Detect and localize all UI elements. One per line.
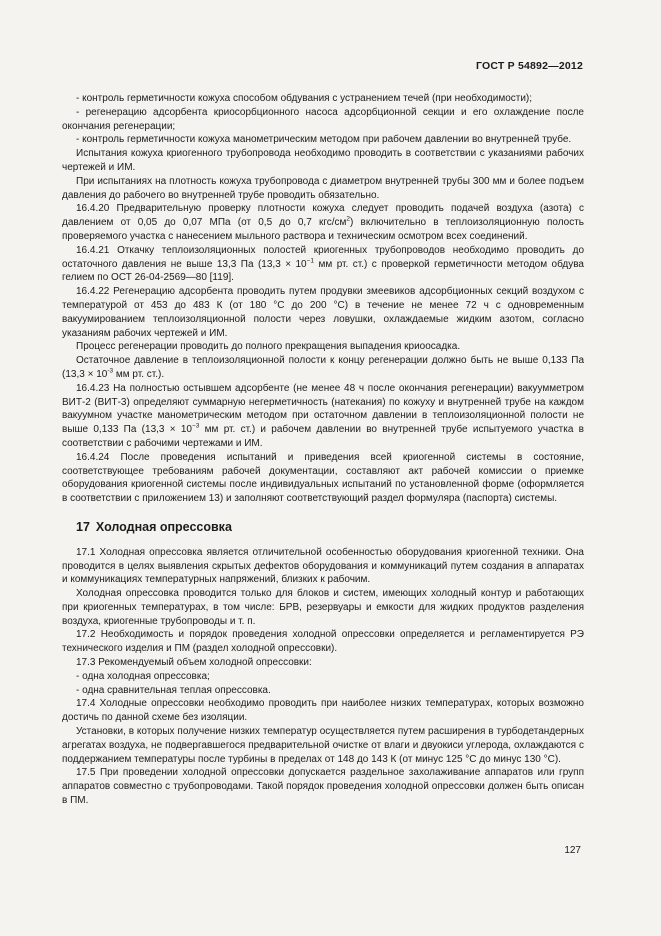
- superscript: −1: [306, 257, 315, 265]
- text: 16.4.23 На полностью остывшем адсорбенте (не менее 48 ч после окончания регенерации) вакуумметром ВИТ-2 (ВИТ-3) определяют суммарную негерметичность (натекания) по кожуху и внутренней трубе на каждом вакуумном участке манометрическим методом при остаточном давлении в теплоизоляционной полости не выше 0,133 Па (13,3 × 10: [62, 382, 584, 436]
- paragraph: При испытаниях на плотность кожуха трубопровода с диаметром внутренней трубы 300 мм и более подъем давления до рабочего во внутренней трубе проводить обязательно.: [62, 175, 584, 201]
- paragraph-residual-pressure: [62, 354, 584, 382]
- page-number: 127: [564, 845, 581, 856]
- paragraph-16-4-20: [62, 202, 584, 243]
- paragraph: - регенерацию адсорбента криосорбционного насоса адсорбционной секции и его охлаждение после окончания регенерации;: [62, 106, 584, 132]
- text: мм рт. ст.) и рабочем давлении во внутренней трубе испытуемого участка в соответствии с рабочими чертежами и ИМ.: [62, 424, 584, 449]
- paragraph: - контроль герметичности кожуха способом обдувания с устранением течей (при необходимости);: [76, 93, 533, 104]
- paragraph-16-4-24: 16.4.24 После проведения испытаний и приведения всей криогенной системы в состояние, соответствующее требованиям рабочей документации, составляют акт рабочей комиссии о приемке оборудования криогенной системы после индивидуальных испытаний по установленной форме (оформляется в соответствии с приложением 13) и заполняют соответствующий раздел формуляра (паспорта) системы.: [62, 451, 584, 505]
- paragraph: Процесс регенерации проводить до полного прекращения выпадения криоосадка.: [76, 341, 461, 353]
- superscript: −3: [191, 422, 200, 430]
- text: 16.4.20 Предварительную проверку плотности кожуха следует проводить подачей воздуха (азота) с давлением от 0,05 до 0,07 МПа (от 0,5 до 0,7 кгс/см: [62, 203, 584, 229]
- text: мм рт. ст.) с проверкой герметичности методом обдува гелием по ОСТ 26-04-2569—80 [119].: [62, 258, 584, 284]
- paragraph: Холодная опрессовка проводится только для блоков и систем, имеющих холодный контур и работающих при криогенных температурах, в том числе: БРВ, резервуары и емкости для жидких продуктов разделения воздуха, криогенные трубопроводы и т. п.: [62, 588, 584, 627]
- standard-header: ГОСТ Р 54892—2012: [475, 60, 583, 72]
- paragraph: 16.4.22 Регенерацию адсорбента проводить путем продувки змеевиков адсорбционных секций воздухом с температурой от 453 до 483 К (от 180 °С до 200 °С) в течение не менее 72 ч с одновременным вакуумированием теплоизоляционной полости через ловушки, охлаждаемые жидким азотом, согласно указаниям рабочих чертежей и ИМ.: [62, 286, 584, 339]
- list-item: - одна холодная опрессовка;: [76, 670, 210, 682]
- paragraph: Установки, в которых получение низких температур осуществляется путем расширения в турбодетандерных агрегатах воздуха, не подвергавшегося предварительной очистке от влаги и двуокиси углерода, охлаждаются с поддержанием температуры после турбины в пределах от 148 до 143 К (от минус 125 °С до минус 130 °С).: [62, 726, 584, 765]
- paragraph: 17.3 Рекомендуемый объем холодной опрессовки:: [76, 657, 312, 669]
- superscript: -3: [107, 367, 114, 375]
- paragraph: 17.4 Холодные опрессовки необходимо проводить при наиболее низких температурах, которых возможно достичь по данной схеме без изоляции.: [62, 698, 584, 724]
- paragraph: 17.2 Необходимость и порядок проведения холодной опрессовки определяется и регламентируется РЭ технического изделия и ПМ (раздел холодной опрессовки).: [62, 629, 584, 655]
- section-number: 17: [76, 519, 90, 534]
- text: Остаточное давление в теплоизоляционной полости к концу регенерации должно быть не выше 0,133 Па (13,3 × 10: [62, 355, 584, 380]
- paragraph: 17.5 При проведении холодной опрессовки допускается раздельное захолаживание аппаратов или групп аппаратов совместно с трубопроводами. Такой порядок проведения холодной опрессовки должен быть описан в ПМ.: [62, 767, 584, 807]
- superscript: 2: [346, 215, 351, 223]
- text: ) включительно в теплоизоляционную полость проверяемого участка с нанесением мыльного раствора и техническим осмотром всех соединений.: [62, 217, 585, 242]
- section-title: Холодная опрессовка: [95, 519, 232, 534]
- paragraph: Испытания кожуха криогенного трубопровода необходимо проводить в соответствии с указаниями рабочих чертежей и ИМ.: [62, 148, 584, 173]
- paragraph: - контроль герметичности кожуха манометрическим методом при рабочем давлении во внутренней трубе.: [76, 134, 572, 146]
- list-item: - одна сравнительная теплая опрессовка.: [76, 684, 271, 696]
- paragraph: 17.1 Холодная опрессовка является отличительной особенностью оборудования криогенной техники. Она проводится в целях выявления скрытых дефектов оборудования и коммуникаций путем создания в аппаратах и коммуникациях температурных напряжений, близких к рабочим.: [62, 546, 584, 586]
- section-heading: [76, 521, 584, 535]
- text: мм рт. ст.).: [113, 368, 165, 380]
- paragraph-16-4-21: [62, 244, 584, 285]
- document-body: [62, 92, 584, 808]
- text: 16.4.21 Откачку теплоизоляционных полостей криогенных трубопроводов необходимо проводить до остаточного давления не выше 13,3 Па (13,3 × 10: [62, 244, 584, 270]
- paragraph-16-4-23: [62, 382, 584, 451]
